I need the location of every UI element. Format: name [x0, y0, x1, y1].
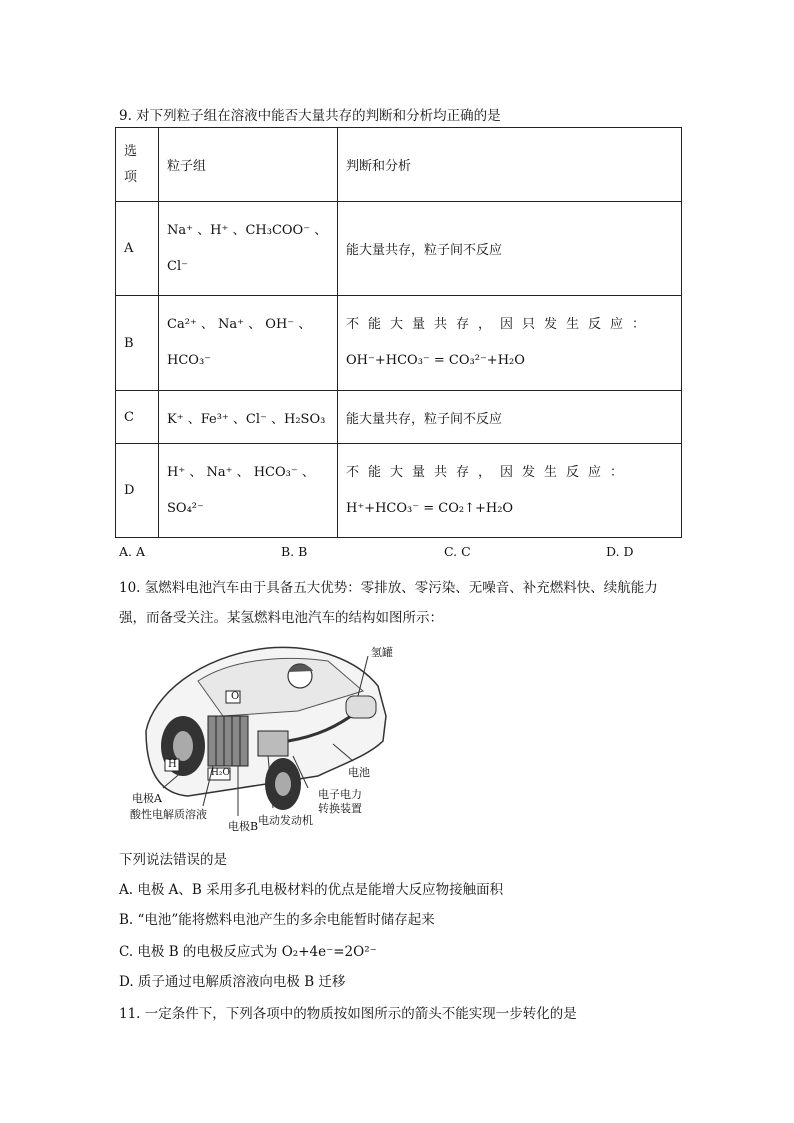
- row-analysis: [338, 444, 682, 538]
- table-row: [116, 391, 682, 444]
- fuel-cell-stack: [208, 716, 248, 766]
- row-analysis: [338, 296, 682, 391]
- row-label: D: [116, 444, 159, 538]
- converter-label-2: 转换装置: [318, 802, 362, 815]
- row-analysis: 能大量共存，粒子间不反应: [338, 202, 682, 296]
- option-d: D. D: [606, 544, 634, 559]
- electrolyte-label: 酸性电解质溶液: [130, 808, 207, 821]
- option-a: A. A: [119, 544, 146, 559]
- question-10-stem-line1: 10. 氢燃料电池汽车由于具备五大优势：零排放、零污染、无噪音、补充燃料快、续航能力: [119, 580, 658, 596]
- option-b: B. B: [281, 544, 308, 559]
- question-10-stem-line2: 强，而备受关注。某氢燃料电池汽车的结构如图所示：: [119, 610, 443, 626]
- electrode-a-label: 电极A: [132, 792, 162, 805]
- particles-line: SO₄²⁻: [167, 500, 204, 516]
- h2o-label: H₂O: [211, 768, 230, 778]
- row-label: B: [116, 296, 159, 391]
- row-particles: K⁺ 、Fe³⁺ 、Cl⁻ 、H₂SO₃: [159, 391, 338, 444]
- motor: [258, 731, 288, 756]
- tank-label: 氢罐: [371, 646, 393, 659]
- q10-choice-b: B. “电池”能将燃料电池产生的多余电能暂时储存起来: [119, 912, 435, 928]
- row-label: C: [116, 391, 159, 444]
- particles-line: Ca²⁺ 、 Na⁺ 、 OH⁻ 、: [167, 317, 312, 332]
- row-label: A: [116, 202, 159, 296]
- table-row: [116, 444, 682, 538]
- o2-label: O: [231, 691, 240, 702]
- hydrogen-tank: [346, 696, 376, 718]
- row-particles: [159, 296, 338, 391]
- particles-line: Na⁺ 、H⁺ 、CH₃COO⁻ 、: [167, 222, 328, 238]
- table-header-row: [116, 128, 682, 202]
- equation-line: H⁺+HCO₃⁻ = CO₂↑+H₂O: [346, 500, 514, 516]
- particles-line: HCO₃⁻: [167, 353, 212, 368]
- header-option-text-2: 项: [124, 169, 138, 185]
- row-particles: [159, 202, 338, 296]
- q10-choice-a: A. 电极 A、B 采用多孔电极材料的优点是能增大反应物接触面积: [119, 882, 504, 898]
- question-9-stem: 9. 对下列粒子组在溶液中能否大量共存的判断和分析均正确的是: [119, 108, 501, 124]
- header-option-text-1: 选: [124, 143, 138, 159]
- question-10-prompt: 下列说法错误的是: [119, 852, 227, 868]
- electrode-b-label: 电极B: [228, 820, 259, 833]
- equation-line: OH⁻+HCO₃⁻ = CO₃²⁻+H₂O: [346, 353, 525, 368]
- table-row: [116, 296, 682, 391]
- analysis-line: 不能大量共存，因发生反应：: [346, 464, 633, 480]
- motor-label: 电动发动机: [258, 814, 313, 827]
- question-11-stem: 11. 一定条件下，下列各项中的物质按如图所示的箭头不能实现一步转化的是: [119, 1006, 577, 1022]
- q10-choice-c: C. 电极 B 的电极反应式为 O₂+4e⁻=2O²⁻: [119, 944, 377, 960]
- header-option-cell: [116, 128, 159, 202]
- h2-label: H: [168, 759, 177, 770]
- q10-choice-d: D. 质子通过电解质溶液向电极 B 迁移: [119, 974, 346, 990]
- analysis-line: 不能大量共存，因只发生反应：: [346, 317, 655, 332]
- particles-line: H⁺ 、 Na⁺ 、 HCO₃⁻ 、: [167, 464, 315, 480]
- battery-label: 电池: [348, 766, 370, 779]
- particles-line: Cl⁻: [167, 258, 188, 274]
- row-particles: [159, 444, 338, 538]
- fuel-cell-car-figure: [128, 636, 408, 836]
- row-analysis: 能大量共存，粒子间不反应: [338, 391, 682, 444]
- header-particles: 粒子组: [159, 128, 338, 202]
- q9-table: [115, 127, 682, 538]
- table-row: [116, 202, 682, 296]
- option-c: C. C: [444, 544, 471, 559]
- converter-label-1: 电子电力: [318, 788, 362, 801]
- header-analysis: 判断和分析: [338, 128, 682, 202]
